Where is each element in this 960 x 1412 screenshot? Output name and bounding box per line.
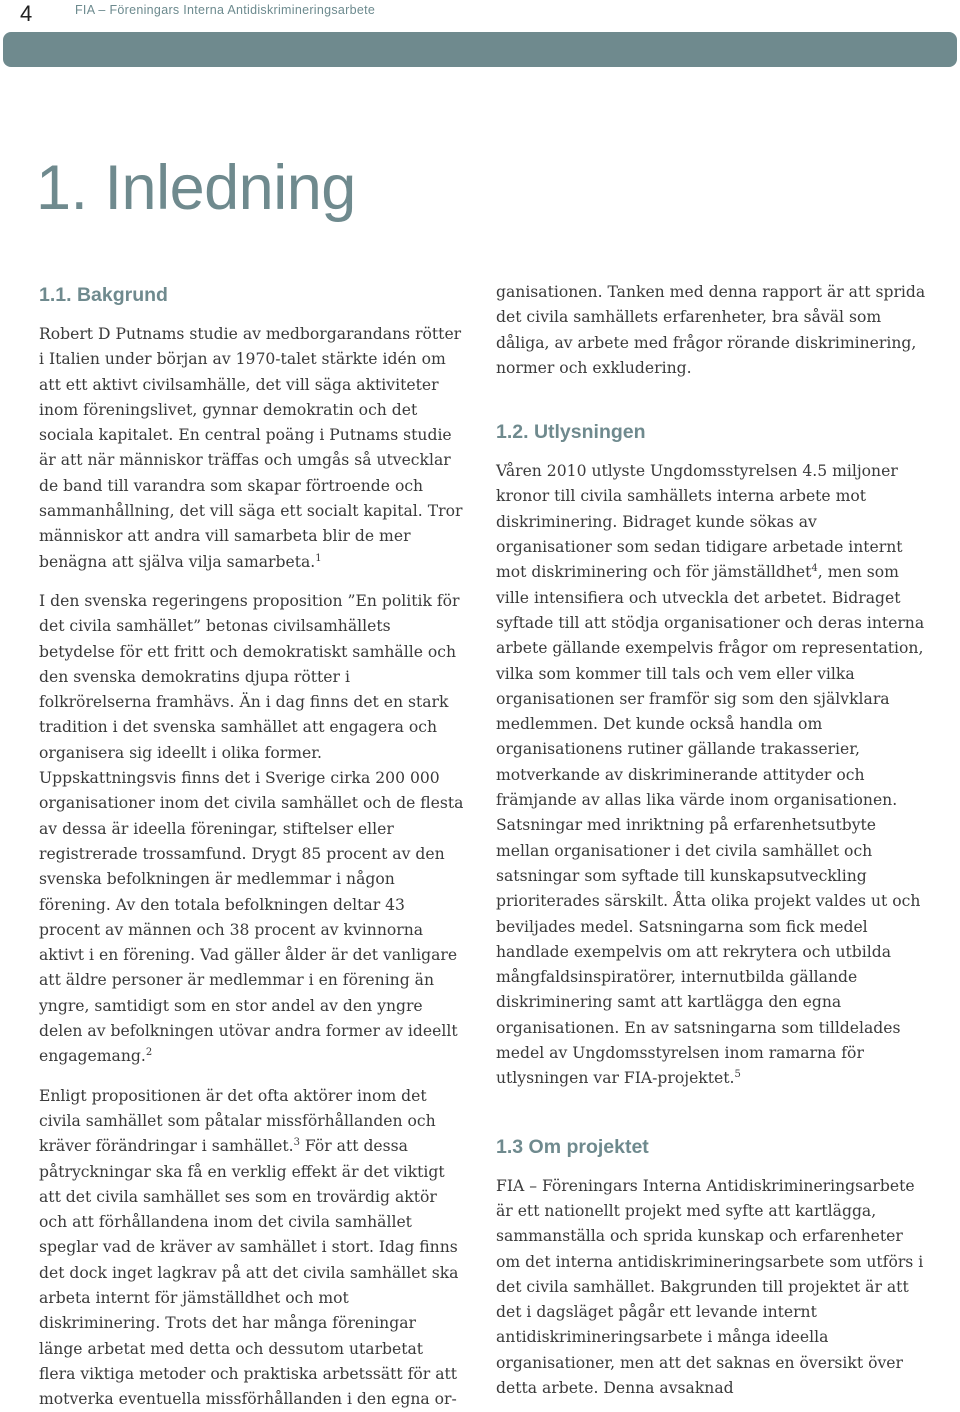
paragraph-utlysningen-text-b: , men som ville intensifiera och utveckla det arbetet. Bidraget syftade till att stödja organisationer och deras interna arbete gällande exempelvis frågor om representation, vilka som kommer till tals och vem eller vilka organisationen ser framför sig som den självklara medlemmen. Det kunde också handla om organisationens rutiner gällande trakasserier, motverkande av diskriminerande attityder och främjande av allas lika värde inom organisationen. Satsningar med inriktning på erfarenhetsutbyte mellan organisationer i det civila samhället och satsningar som syftade till kunskapsutveckling prioriterades särskilt. Åtta olika projekt valdes ut och beviljades medel. Satsningarna som fick medel handlade exempelvis om att rekrytera och utbilda mångfaldsinspiratörer, internutbilda gällande diskriminering samt att kartlägga den egna organisationen. En av satsningarna som tilldelades medel av Ungdomsstyrelsen inom ramarna för utlysningen var FIA-projektet.: [496, 563, 925, 1088]
paragraph-aktorer-text-b: För att dessa påtryckningar ska få en verklig effekt är det viktigt att det civila samhället ses som en trovärdig aktör och att förhållandena inom det civila samhället speglar vad de kräver av samhället i stort. Idag finns det dock inget lagkrav på att det civila samhället ska arbeta internt för jämställdhet och mot diskriminering. Trots det har många föreningar länge arbetat med detta och dessutom utarbetat flera viktiga metoder och praktiska arbetssätt för att motverka eventuella missförhållanden i den egna or-: [39, 1137, 459, 1409]
footnote-ref-1: 1: [315, 552, 322, 564]
paragraph-proposition-text: I den svenska regeringens proposition ”En politik för det civila samhället” betonas civilsamhällets betydelse för ett fritt och demokratiskt samhälle och den svenska demokratins djupa rötter i folkrörelserna framhävs. Än i dag finns det en stark tradition i det svenska samhället att engagera och organisera sig ideellt i olika former. Uppskattningsvis finns det i Sverige cirka 200 000 organisationer inom det civila samhället och de flesta av dessa är ideella föreningar, stiftelser eller registrerade trossamfund. Drygt 85 procent av den svenska befolkningen är medlemmar i någon förening. Av den totala befolkningen deltar 43 procent av männen och 38 procent av kvinnorna aktivt i en förening. Vad gäller ålder är det vanligare att äldre personer är medlemmar i en förening än yngre, samtidigt som en stor andel av den yngre delen av befolkningen utövar andra former av ideellt engagemang.: [39, 591, 464, 1066]
paragraph-putnam-text: Robert D Putnams studie av medborgarandans rötter i Italien under början av 1970-talet stärkte idén om att ett aktivt civilsamhälle, det vill säga aktiviteter inom föreningslivet, gynnar demokratin och det sociala kapitalet. En central poäng i Putnams studie är att när människor träffas och umgås så utvecklar de band till varandra som skapar förtroende och sammanhållning, det vill säga ett socialt kapital. Tror människor att andra vill samarbeta blir de mer benägna att själva vilja samarbeta.: [39, 325, 463, 571]
footnote-ref-3: 3: [293, 1137, 300, 1149]
paragraph-utlysningen: [496, 459, 926, 1091]
paragraph-om-projektet: FIA – Föreningars Interna Antidiskrimineringsarbete är ett nationellt projekt med syfte att kartlägga, sammanställa och sprida kunskap och erfarenheter om det interna antidiskrimineringsarbete som utförs i det civila samhället. Bakgrunden till projektet är att det i dagsläget pågår ett levande internt antidiskrimineringsarbete i många ideella organisationer, men att det saknas en översikt över detta arbete. Denna avsaknad: [496, 1176, 924, 1397]
paragraph-proposition: [39, 589, 464, 1070]
footnote-ref-2: 2: [145, 1047, 153, 1059]
page-number: 4: [20, 1, 33, 26]
paragraph-putnam: [39, 322, 464, 575]
right-column: [496, 280, 926, 1401]
header-bar: [3, 32, 957, 67]
paragraph-aktorer: [39, 1084, 464, 1412]
running-header: FIA – Föreningars Interna Antidiskrimineringsarbete: [75, 3, 376, 17]
section-heading-utlysningen: 1.2. Utlysningen: [496, 421, 646, 444]
section-heading-om-projektet: 1.3 Om projektet: [496, 1135, 649, 1158]
paragraph-utlysningen-text-a: Våren 2010 utlyste Ungdomsstyrelsen 4.5 miljoner kronor till civila samhällets interna arbete mot diskriminering. Bidraget kunde sökas av organisationer som sedan tidigare arbetade internt mot diskriminering och för jämställdhet: [496, 462, 903, 582]
footnote-ref-4: 4: [811, 563, 818, 575]
left-column: [39, 280, 464, 1412]
footnote-ref-5: 5: [734, 1069, 741, 1081]
paragraph-continuation: ganisationen. Tanken med denna rapport är att sprida det civila samhällets erfarenheter, bra såväl som dåliga, av arbete med frågor rörande diskriminering, normer och exkludering.: [496, 283, 926, 377]
paragraph-aktorer-text-a: Enligt propositionen är det ofta aktörer inom det civila samhället som påtalar missförhållanden och kräver förändringar i samhället.: [39, 1086, 436, 1156]
section-heading-bakgrund: 1.1. Bakgrund: [39, 284, 168, 306]
chapter-title: 1. Inledning: [36, 153, 356, 223]
